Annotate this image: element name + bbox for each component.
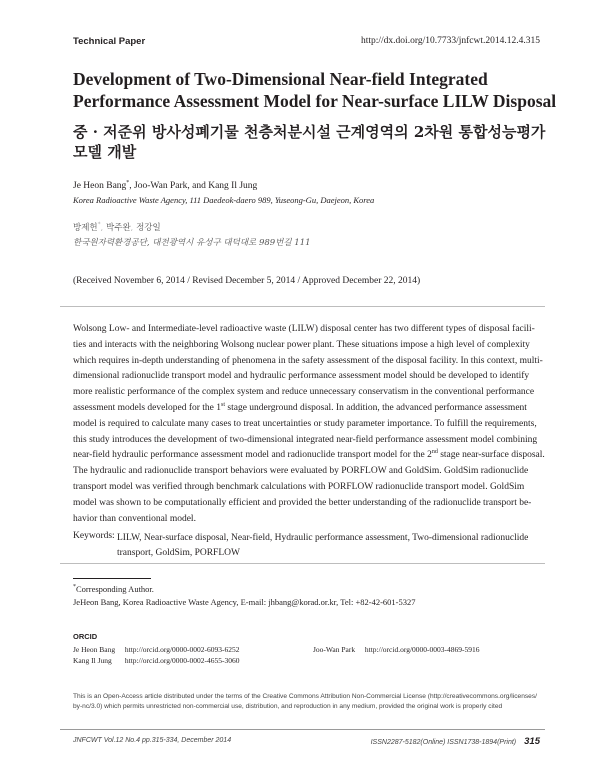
- abstract-line: havior than conventional model.: [73, 513, 196, 524]
- orcid-entry: [73, 645, 240, 654]
- korean-author-list: [73, 221, 161, 233]
- ordinal-suffix: st: [221, 401, 226, 408]
- abstract-line-head: assessment models developed for the 1: [73, 402, 222, 413]
- author-name-primary: Je Heon Bang: [73, 181, 127, 192]
- abstract-line: this study introduces the development of two-dimensional integrated near-field performance assessment model combining: [73, 434, 538, 445]
- footer-right: [371, 736, 540, 747]
- license-notice: [73, 692, 558, 712]
- orcid-name: Joo-Wan Park: [313, 645, 356, 654]
- korean-title-line-1: 중 · 저준위 방사성폐기물 천층처분시설 근계영역의 2차원 통합성능평가: [73, 123, 546, 141]
- abstract-line: model is required to calculate many cases to treat uncertainties or study parameter importance. To fulfill the requirements,: [73, 418, 537, 429]
- orcid-name: Kang Il Jung: [73, 656, 112, 665]
- ordinal-suffix: nd: [431, 449, 438, 456]
- abstract-top-rule: [60, 306, 545, 307]
- issn: ISSN2287-5182(Online) ISSN1738-1894(Print): [370, 739, 517, 746]
- english-title: [73, 68, 563, 112]
- page-number: 315: [524, 736, 540, 747]
- abstract-line: which requires in-depth understanding of phenomena in the safety assessment of the disposal facility. In this context, multi-: [73, 355, 543, 366]
- abstract-line: model was shown to be computationally efficient and provided the better understanding of the radionuclide transport be-: [73, 497, 532, 508]
- english-title-line-2: Performance Assessment Model for Near-surface LILW Disposal: [73, 91, 557, 111]
- english-title-line-1: Development of Two-Dimensional Near-field Integrated: [73, 69, 488, 89]
- abstract-line-tail: stage underground disposal. In addition, the advanced performance assessment: [225, 402, 527, 413]
- abstract-line: transport model was verified through benchmark calculations with PORFLOW radionuclide transport model. GoldSim: [73, 481, 525, 492]
- keywords-label: Keywords:: [73, 531, 115, 541]
- footnote-rule: [73, 578, 151, 579]
- corresponding-author-note: [73, 584, 154, 594]
- korean-author-primary: 방제헌: [73, 223, 98, 233]
- corresponding-mark: *: [126, 180, 130, 186]
- keywords-line-2: transport, GoldSim, PORFLOW: [117, 548, 240, 558]
- journal-citation: JNFCWT Vol.12 No.4 pp.315-334, December 2014: [73, 737, 232, 744]
- korean-title: [73, 122, 563, 162]
- orcid-link[interactable]: http://orcid.org/0000-0002-6093-6252: [124, 645, 240, 654]
- orcid-name: Je Heon Bang: [73, 645, 116, 654]
- abstract-bottom-rule: [60, 563, 545, 564]
- keywords-line-1: LILW, Near-surface disposal, Near-field, Hydraulic performance assessment, Two-dimensional radionuclide: [117, 533, 529, 543]
- author-list: [73, 180, 257, 191]
- section-label: Technical Paper: [73, 36, 146, 47]
- submission-dates: (Received November 6, 2014 / Revised December 5, 2014 / Approved December 22, 2014): [73, 276, 421, 286]
- footnote-mark: *: [73, 584, 76, 591]
- orcid-heading: ORCID: [73, 632, 98, 641]
- abstract-line: ties and interacts with the neighboring Wolsong nuclear power plant. These situations impose a high level of complexity: [73, 339, 530, 350]
- korean-title-line-2: 모델 개발: [73, 143, 137, 161]
- abstract: [73, 322, 545, 527]
- author-names-rest: , Joo-Wan Park, and Kang Il Jung: [129, 181, 258, 192]
- korean-affiliation: 한국원자력환경공단, 대전광역시 유성구 대덕대로 989번길 111: [73, 238, 311, 248]
- abstract-line-tail: stage near-surface disposal.: [437, 450, 545, 461]
- korean-author-rest: , 박주완, 정강일: [100, 223, 161, 233]
- doi-link[interactable]: http://dx.doi.org/10.7733/jnfcwt.2014.12.4.315: [360, 36, 540, 46]
- abstract-line-head: near-field hydraulic performance assessment model and radionuclide transport model for the 2: [73, 450, 432, 461]
- footer-rule: [60, 729, 545, 730]
- keywords-list: [117, 531, 545, 561]
- abstract-line: more realistic performance of the complex system and reduce unnecessary conservatism in the conventional performance: [73, 387, 535, 398]
- corresponding-author-detail: JeHeon Bang, Korea Radioactive Waste Agency, E-mail: jhbang@korad.or.kr, Tel: +82-42-601-5327: [73, 597, 416, 607]
- abstract-line: dimensional radionuclide transport model and hydraulic performance assessment model should be developed to identify: [73, 371, 530, 382]
- orcid-link[interactable]: http://orcid.org/0000-0003-4869-5916: [364, 645, 480, 654]
- abstract-line: The hydraulic and radionuclide transport behaviors were evaluated by PORFLOW and GoldSim. GoldSim radionuclide: [73, 466, 529, 477]
- korean-corresponding-mark: *: [97, 221, 101, 229]
- author-affiliation: Korea Radioactive Waste Agency, 111 Daedeok-daero 989, Yuseong-Gu, Daejeon, Korea: [73, 195, 375, 205]
- license-line-1: This is an Open-Access article distributed under the terms of the Creative Commons Attribution Non-Commercial License (http://creativecommons.org/licenses/: [73, 693, 537, 700]
- abstract-line: [73, 448, 545, 464]
- orcid-link[interactable]: http://orcid.org/0000-0002-4655-3060: [124, 656, 240, 665]
- orcid-entry: [73, 656, 240, 665]
- orcid-entry: [313, 645, 480, 654]
- corresponding-author-label: Corresponding Author.: [76, 584, 154, 594]
- license-line-2: by-nc/3.0) which permits unrestricted non-commercial use, distribution, and reproduction in any medium, provided the original work is properly cited: [73, 703, 503, 710]
- abstract-line: [73, 401, 545, 417]
- abstract-line: Wolsong Low- and Intermediate-level radioactive waste (LILW) disposal center has two different types of disposal facili-: [73, 324, 535, 334]
